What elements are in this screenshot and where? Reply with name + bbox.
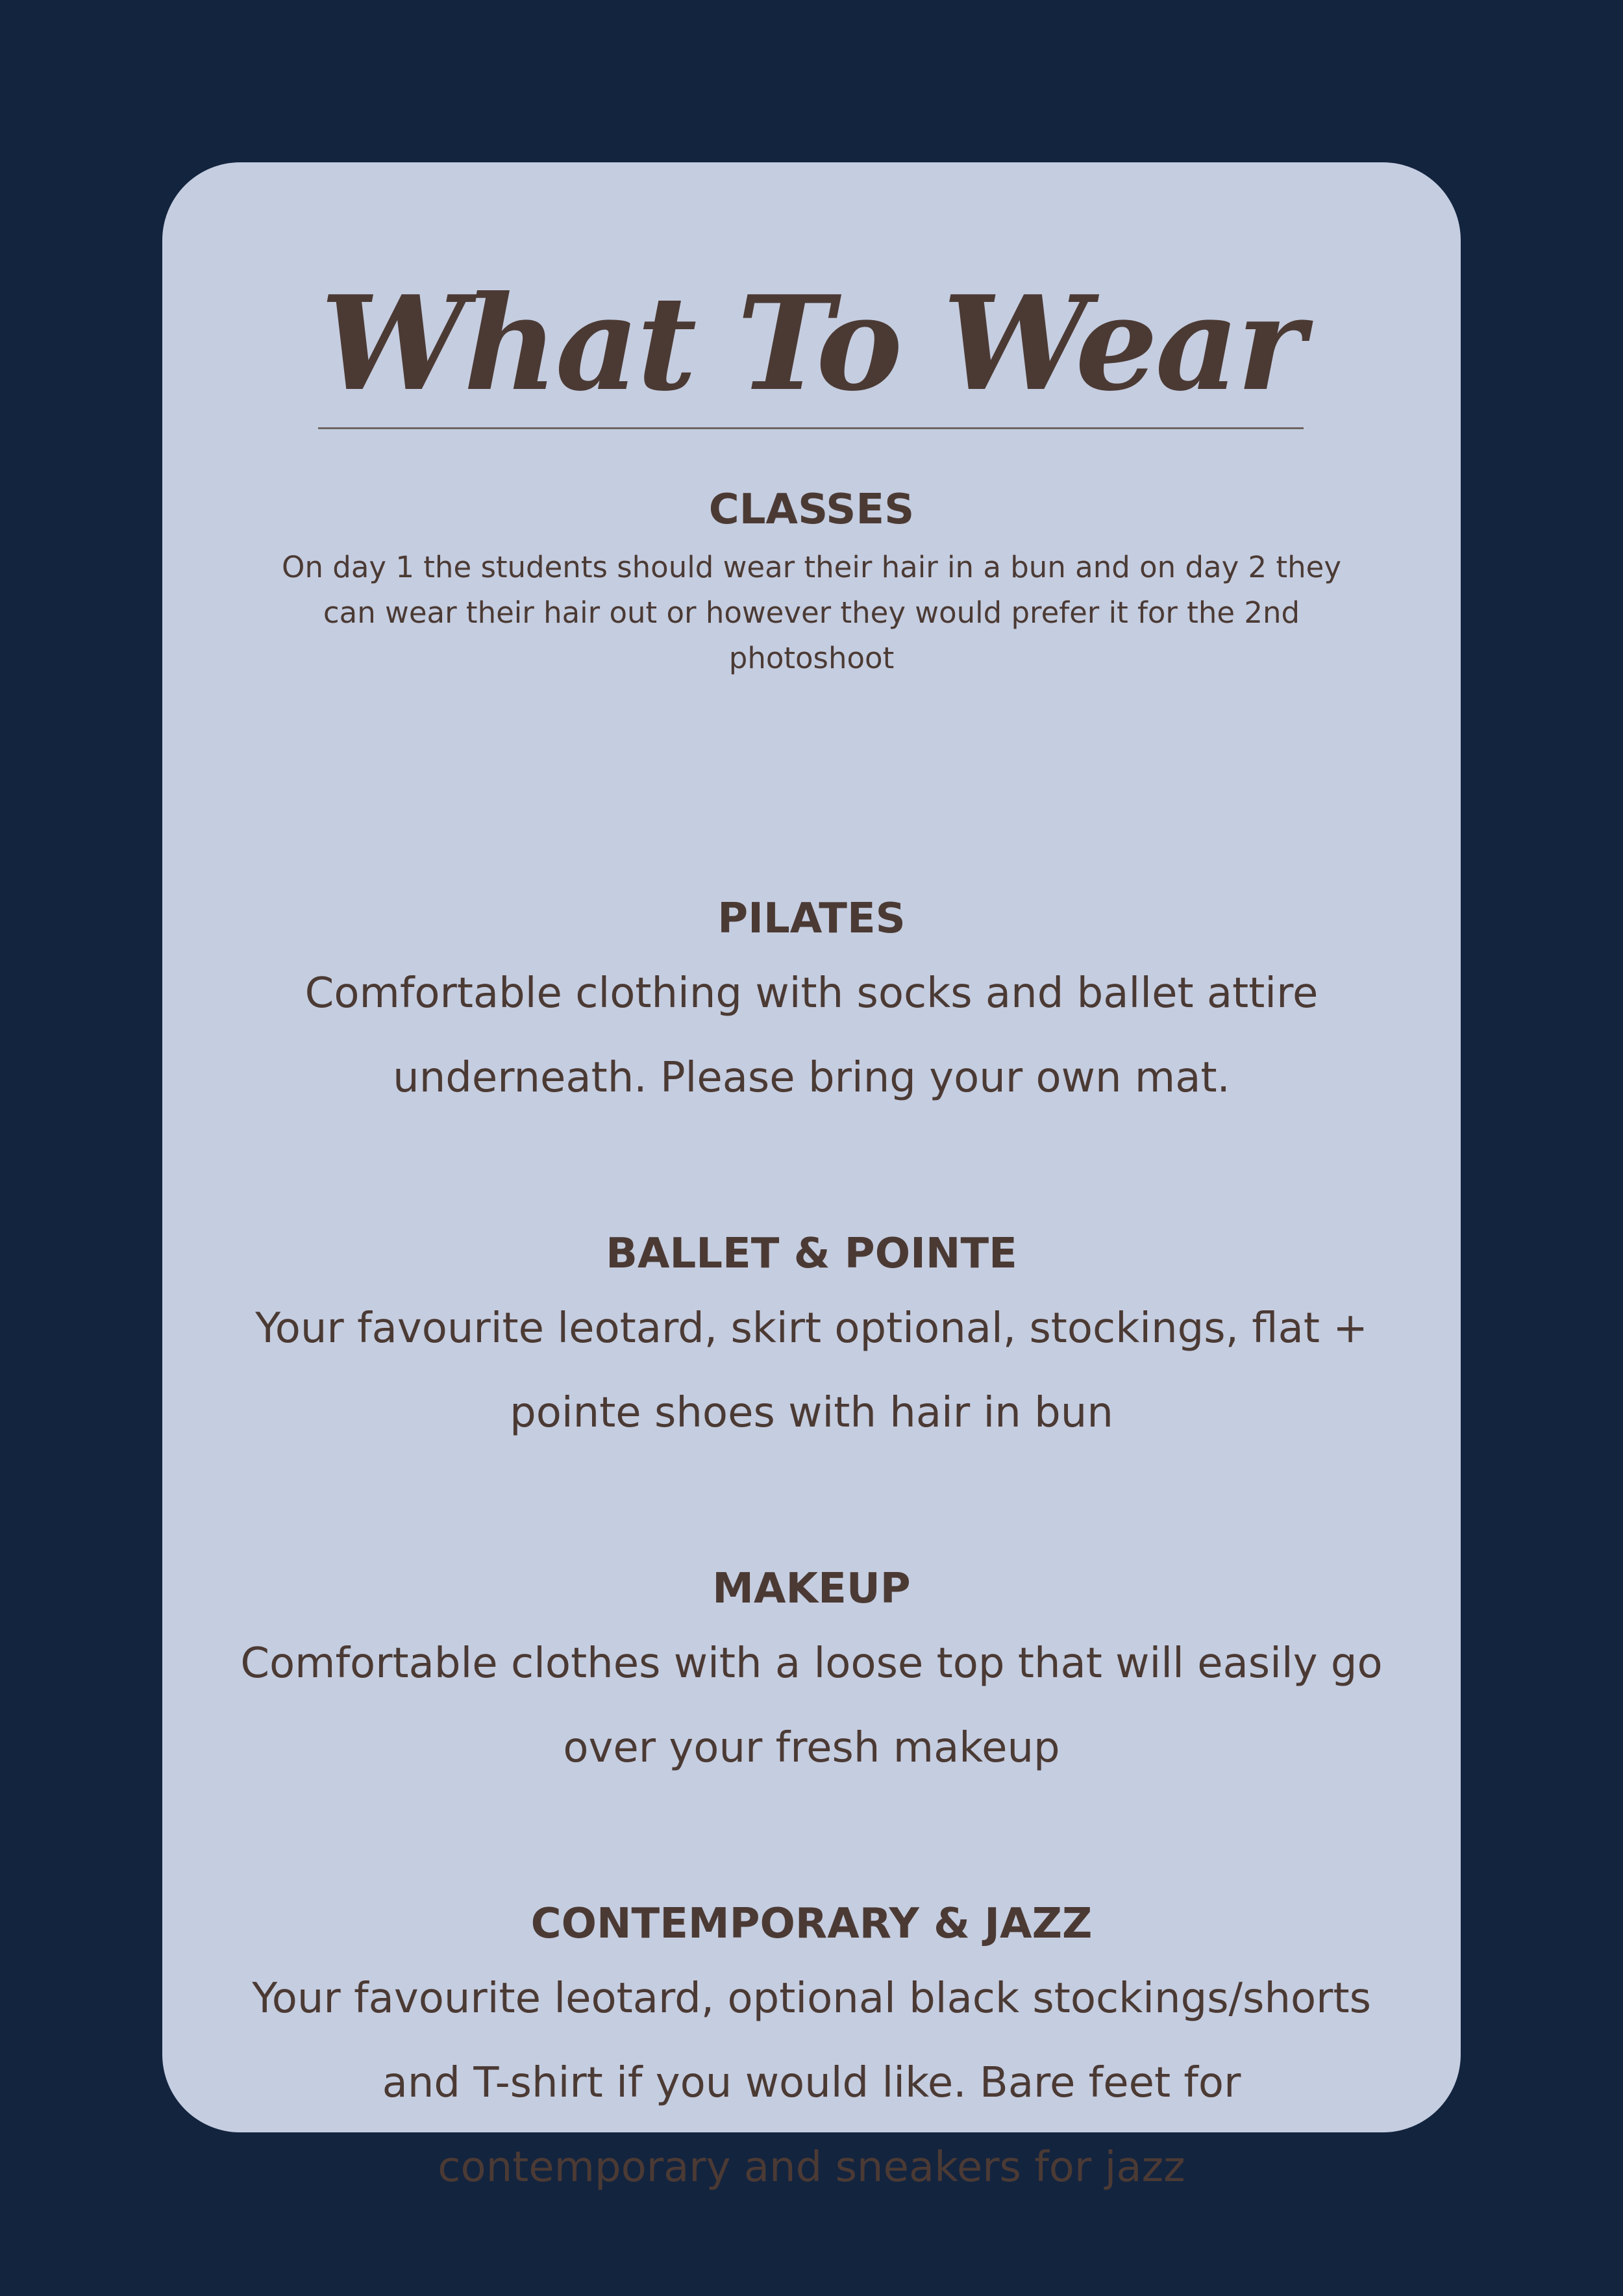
info-card	[162, 162, 1461, 2191]
page-title: What To Wear	[320, 268, 1303, 420]
section-classes	[162, 484, 1461, 681]
section-pilates	[162, 893, 1461, 1120]
section-text: Comfortable clothes with a loose top that will easily go over your fresh makeup	[240, 1640, 1383, 1772]
section-heading: CONTEMPORARY & JAZZ	[530, 1900, 1093, 1948]
title-divider	[318, 427, 1304, 429]
section-ballet-pointe	[162, 1228, 1461, 1455]
section-text: Your favourite leotard, skirt optional, stockings, flat + pointe shoes with hair in bun	[255, 1304, 1368, 1437]
section-makeup	[162, 1563, 1461, 1790]
section-heading: BALLET & POINTE	[606, 1230, 1017, 1278]
section-contemporary-jazz	[162, 1898, 1461, 2210]
section-heading: MAKEUP	[712, 1565, 911, 1613]
section-heading: CLASSES	[708, 486, 915, 534]
section-text: On day 1 the students should wear their hair in a bun and on day 2 they can wear their hair out or however they would prefer it for the 2nd photoshoot	[282, 550, 1341, 675]
section-heading: PILATES	[717, 895, 906, 943]
section-text: Comfortable clothing with socks and ballet attire underneath. Please bring your own mat.	[304, 969, 1319, 1102]
section-text: Your favourite leotard, optional black stockings/shorts and T-shirt if you would like. Bare feet for contemporary and sneakers for jazz	[252, 1975, 1371, 2191]
